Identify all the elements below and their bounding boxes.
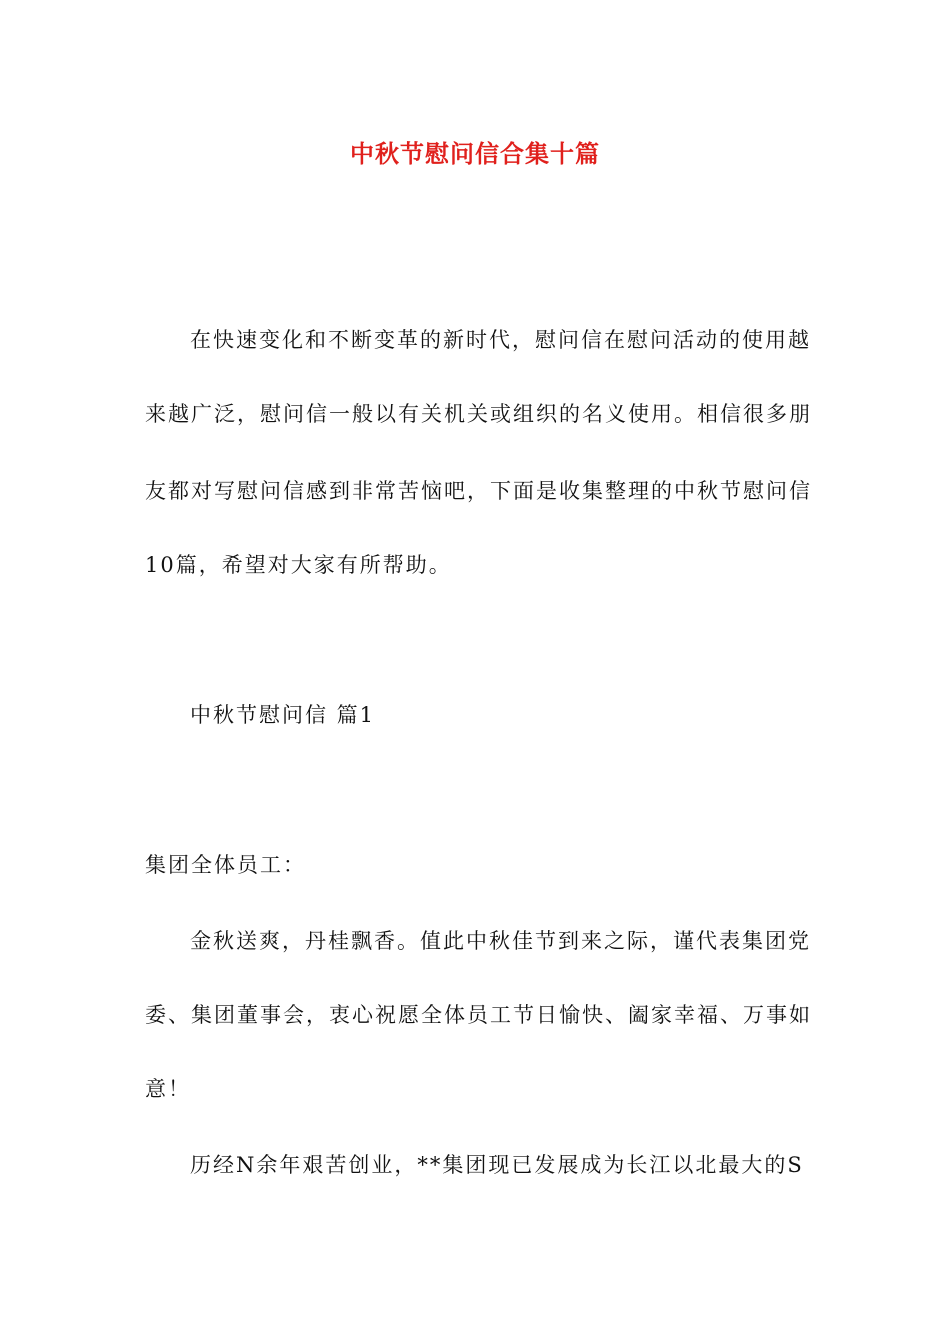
body-line-4: 历经N余年艰苦创业，**集团现已发展成为长江以北最大的S [190, 1153, 804, 1177]
intro-line-2: 来越广泛，慰问信一般以有关机关或组织的名义使用。相信很多朋 [145, 402, 812, 426]
salutation: 集团全体员工： [145, 853, 306, 877]
intro-line-1: 在快速变化和不断变革的新时代，慰问信在慰问活动的使用越 [190, 328, 811, 352]
section-heading: 中秋节慰问信 篇1 [190, 703, 376, 727]
document-title: 中秋节慰问信合集十篇 [350, 140, 600, 168]
intro-line-4: 10篇，希望对大家有所帮助。 [145, 553, 452, 577]
body-line-2: 委、集团董事会，衷心祝愿全体员工节日愉快、阖家幸福、万事如 [145, 1003, 812, 1027]
body-line-1: 金秋送爽，丹桂飘香。值此中秋佳节到来之际，谨代表集团党 [190, 929, 811, 953]
intro-line-3: 友都对写慰问信感到非常苦恼吧，下面是收集整理的中秋节慰问信 [145, 479, 812, 503]
body-line-3: 意！ [145, 1077, 191, 1101]
